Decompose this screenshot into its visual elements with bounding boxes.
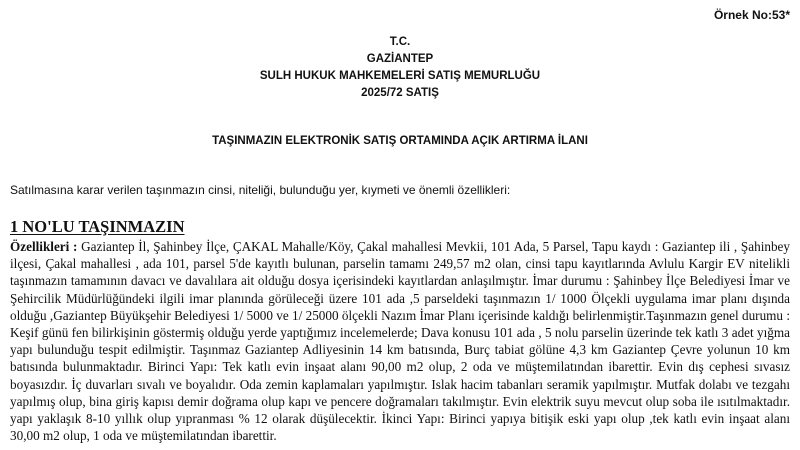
intro-text: Satılmasına karar verilen taşınmazın cinsi, niteliği, bulunduğu yer, kıymeti ve önemli özellikleri: (10, 183, 511, 197)
property-features-paragraph (10, 238, 790, 444)
header-line-city: GAZİANTEP (366, 53, 434, 65)
sample-number: Örnek No:53* (713, 8, 790, 22)
document-header (0, 34, 800, 102)
header-line-tc: T.C. (389, 36, 411, 48)
announcement-title: TAŞINMAZIN ELEKTRONİK SATIŞ ORTAMINDA AÇIK ARTIRMA İLANI (212, 135, 588, 147)
header-line-case-number: 2025/72 SATIŞ (361, 87, 439, 99)
features-label: Özellikleri : (10, 239, 78, 254)
features-text: Gaziantep İl, Şahinbey İlçe, ÇAKAL Mahalle/Köy, Çakal mahallesi Mevkii, 101 Ada, 5 Parsel, Tapu kaydı : Gaziantep ili , Şahinbey ilçesi, Çakal mahallesi , ada 101, parsel 5'de kayıtlı bulunan, parselin tamamı 249,57 m2 olan, cinsi tapu kayıtlarında Avlulu Kargir EV nitelikli taşınmazın tamamının davacı ve davalılara ait olduğu dosya içerisindeki kayıtlardan anlaşılmıştır. İmar durumu : Şahinbey İlçe Belediyesi İmar ve Şehircilik Müdürlüğündeki ilgili imar planında görüleceği üzere 101 ada ,5 parseldeki taşınmazın 1/ 1000 Ölçekli uygulama imar planı dışında olduğu ,Gaziantep Büyükşehir Belediyesi 1/ 5000 ve 1/ 25000 ölçekli Nazım İmar Planı içerisinde kaldığı belirlenmiştir.Taşınmazın genel durumu : Keşif günü fen bilirkişinin göstermiş olduğu yerde yaptığımız incelemelerde; Dava konusu 101 ada , 5 nolu parselin üzerinde tek katlı 3 adet yığma yapı bulunduğu tespit edilmiştir. Taşınmaz Gaziantep Adliyesinin 14 km batısında, Burç tabiat gölüne 4,3 km Gaziantep Çevre yolunun 10 km batısında bulunmaktadır. Birinci Yapı: Tek katlı evin inşaat alanı 90,00 m2 olup, 2 oda ve müştemilatından ibarettir. Evin dış cephesi sıvasız boyasızdır. İç duvarları sıvalı ve boyalıdır. Oda zemin kaplamaları yapılmıştır. Islak hacim tabanları seramik yapılmıştır. Mutfak dolabı ve tezgahı yapılmış olup, bina giriş kapısı demir doğrama olup kapı ve pencere doğramaları takılmıştır. Evin elektrik suyu mevcut olup soba ile ısıtılmaktadır. yapı yaklaşık 8-10 yıllık olup yıpranması % 12 olarak düşülecektir. İkinci Yapı: Birinci yapıya bitişik eski yapı olup ,tek katlı evin inşaat alanı 30,00 m2 olup, 1 oda ve müştemilatından ibarettir. (10, 239, 791, 444)
property-title: 1 NO'LU TAŞINMAZIN (10, 217, 185, 236)
header-line-office: SULH HUKUK MAHKEMELERİ SATIŞ MEMURLUĞU (259, 70, 541, 82)
